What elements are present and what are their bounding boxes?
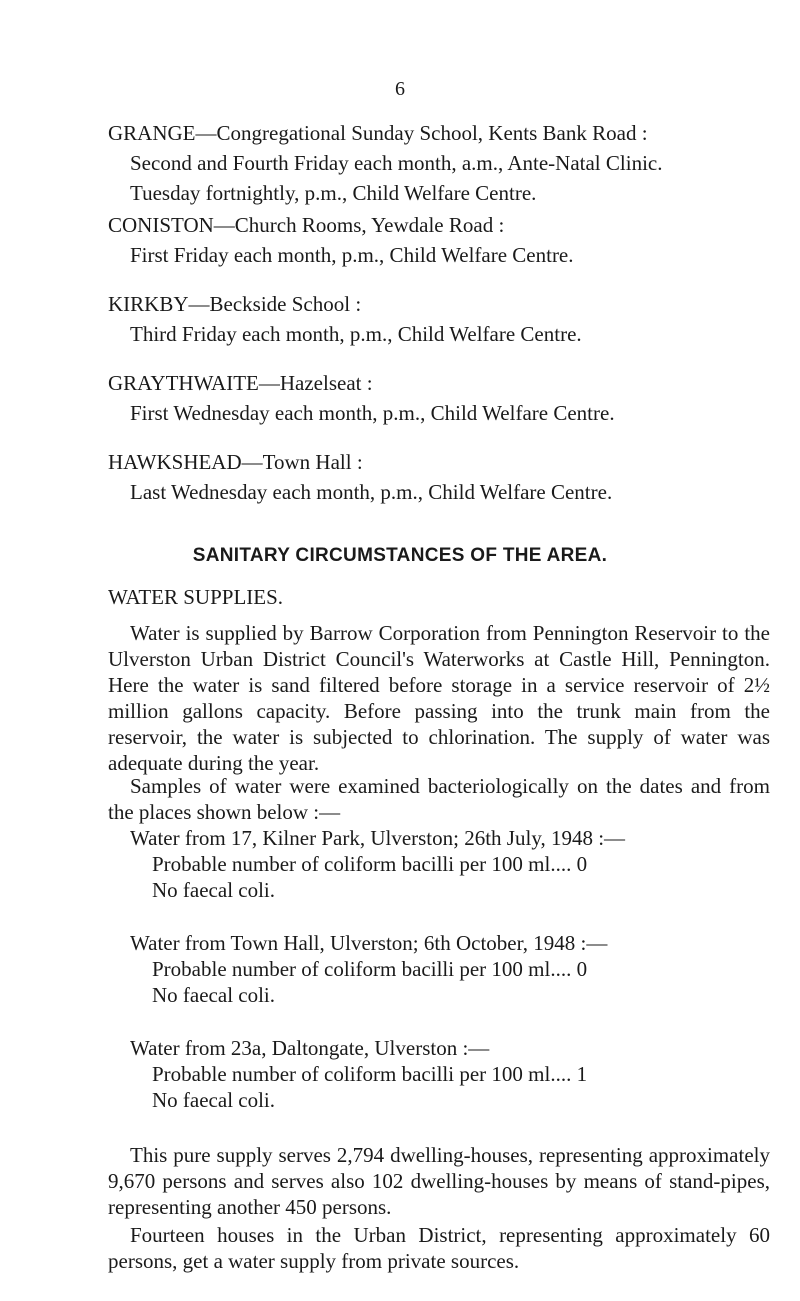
venue-hawkshead: [108, 447, 768, 507]
supply-paragraph: Water is supplied by Barrow Corporation from Pennington Reservoir to the Ulverston Urban District Council's Waterworks at Castle Hill, Pennington. Here the water is sand filtered before storage in a service reservoir of 2½ million gallons capacity. Before passing into the trunk main from the reservoir, the water is subjected to chlorination. The supply of water was adequate during the year.: [108, 621, 770, 775]
pure-supply-paragraph: This pure supply serves 2,794 dwelling-houses, representing approximately 9,670 persons and serves also 102 dwelling-houses by means of stand-pipes, representing another 450 persons.: [108, 1143, 770, 1219]
venue-schedule-line: First Wednesday each month, p.m., Child Welfare Centre.: [130, 401, 615, 425]
sample-source: Water from 17, Kilner Park, Ulverston; 26th July, 1948 :—: [130, 826, 626, 850]
venue-schedule-line: Second and Fourth Friday each month, a.m., Ante-Natal Clinic.: [130, 151, 663, 175]
water-supplies-heading: WATER SUPPLIES.: [108, 585, 284, 609]
venue-heading: KIRKBY—Beckside School :: [108, 292, 362, 316]
venue-schedule-line: Third Friday each month, p.m., Child Welfare Centre.: [130, 322, 582, 346]
venue-grange: [108, 118, 768, 208]
venue-schedule-line: First Friday each month, p.m., Child Welfare Centre.: [130, 243, 574, 267]
private-sources-paragraph: Fourteen houses in the Urban District, representing approximately 60 persons, get a water supply from private sources.: [108, 1223, 770, 1273]
sample-source: Water from 23a, Daltongate, Ulverston :—: [130, 1036, 490, 1060]
venue-coniston: [108, 210, 768, 270]
venue-schedule-line: Tuesday fortnightly, p.m., Child Welfare Centre.: [130, 181, 537, 205]
venue-heading: CONISTON—Church Rooms, Yewdale Road :: [108, 213, 505, 237]
water-sample: [130, 825, 770, 903]
sample-coliform-result: Probable number of coliform bacilli per 100 ml.... 0: [152, 852, 588, 876]
venue-heading: GRANGE—Congregational Sunday School, Kents Bank Road :: [108, 121, 648, 145]
section-title: SANITARY CIRCUMSTANCES OF THE AREA.: [192, 545, 608, 566]
samples-intro-paragraph: Samples of water were examined bacteriologically on the dates and from the places shown below :—: [108, 774, 770, 824]
sample-coliform-result: Probable number of coliform bacilli per 100 ml.... 0: [152, 957, 588, 981]
venue-heading: HAWKSHEAD—Town Hall :: [108, 450, 363, 474]
sample-coliform-result: Probable number of coliform bacilli per 100 ml.... 1: [152, 1062, 588, 1086]
page-number: 6: [395, 78, 405, 100]
sample-faecal-result: No faecal coli.: [152, 1088, 276, 1112]
sample-source: Water from Town Hall, Ulverston; 6th October, 1948 :—: [130, 931, 608, 955]
venue-kirkby: [108, 289, 768, 349]
sample-faecal-result: No faecal coli.: [152, 878, 276, 902]
venue-schedule-line: Last Wednesday each month, p.m., Child Welfare Centre.: [130, 480, 613, 504]
venue-graythwaite: [108, 368, 768, 428]
water-sample: [130, 930, 770, 1008]
sample-faecal-result: No faecal coli.: [152, 983, 276, 1007]
venue-heading: GRAYTHWAITE—Hazelseat :: [108, 371, 373, 395]
water-sample: [130, 1035, 770, 1113]
